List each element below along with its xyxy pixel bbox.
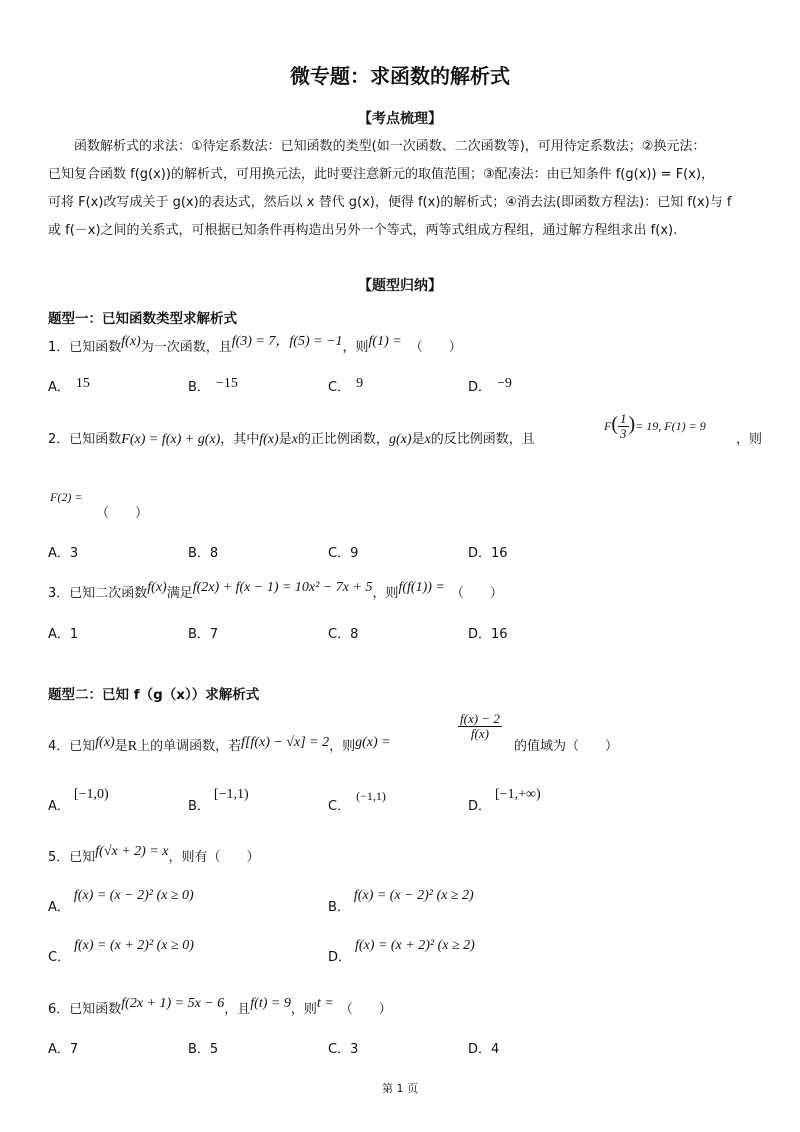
q5-option-a: A．f(x) = (x − 2)² (x ≥ 0) [48, 888, 194, 915]
section-heading-types: 【题型归纳】 [358, 278, 442, 294]
q5-option-c: C．f(x) = (x + 2)² (x ≥ 0) [48, 938, 194, 965]
q5-option-d: D．f(x) = (x + 2)² (x ≥ 2) [328, 938, 475, 965]
page-number: 第 1 页 [382, 1082, 418, 1095]
q6-option-d: D．4 [468, 1042, 500, 1057]
q6-condition: f(2x + 1) = 5x − 6 [121, 996, 225, 1011]
q6-option-a: A．7 [48, 1042, 79, 1057]
q3-option-d: D．16 [468, 627, 508, 642]
section-heading-review: 【考点梳理】 [358, 111, 442, 127]
q1-option-d: D． −9 [468, 376, 512, 395]
intro-paragraph [48, 133, 760, 245]
page-title: 微专题：求函数的解析式 [290, 64, 510, 88]
type-one-heading: 题型一：已知函数类型求解析式 [48, 311, 237, 327]
q1-text-c: ，则 [342, 340, 369, 355]
q4-option-b: B．[−1,1) [188, 787, 249, 814]
q1-condition: f(3) = 7，f(5) = −1 [231, 334, 343, 349]
q1-text-b: 为一次函数，且 [140, 340, 232, 355]
q6-option-c: C．3 [328, 1042, 359, 1057]
q4-option-a: A．[−1,0) [48, 787, 109, 814]
intro-line-2: 已知复合函数 f(g(x))的解析式，可用换元法，此时要注意新元的取值范围；③配凑法：由已知条件 f(g(x)) = F(x)， [48, 167, 715, 182]
q6-condition-2: f(t) = 9 [250, 996, 291, 1011]
type-two-heading: 题型二：已知 f（g（x））求解析式 [48, 687, 260, 703]
q2-option-c: C．9 [328, 546, 359, 561]
question-1 [48, 336, 462, 356]
q1-paren: （ ） [409, 340, 462, 355]
q3-option-c: C．8 [328, 627, 359, 642]
q4-range: 的值域为（ ） [514, 739, 619, 754]
q4-option-c: C．(−1,1) [328, 789, 386, 814]
q1-option-a: A． 15 [48, 376, 90, 395]
question-6: 6．已知函数f(2x + 1) = 5x − 6，且f(t) = 9，则t = （ ） [48, 996, 392, 1017]
q1-fx: f(x) [121, 334, 141, 349]
q5-condition: f(√x + 2) = x [95, 844, 169, 859]
q2-text-then: ，则 [736, 432, 763, 447]
q2-condition: F( $\frac{1}{3}$ )= 19, F(1) = 9 [604, 411, 706, 441]
q4-condition: f[f(x) − √x] = 2 [241, 735, 330, 750]
q1-option-b: B． −15 [188, 376, 238, 395]
q3-option-a: A．1 [48, 627, 79, 642]
intro-line-4: 或 f(－x)之间的关系式，可根据已知条件再构造出另外一个等式，两等式组成方程组，通过解方程组求出 f(x). [48, 223, 678, 238]
q5-option-b: B．f(x) = (x − 2)² (x ≥ 2) [328, 888, 474, 915]
q2-ask: F(2) = [50, 490, 83, 504]
q2-paren: （ ） [96, 506, 149, 521]
q2-option-b: B．8 [188, 546, 219, 561]
q3-option-b: B．7 [188, 627, 219, 642]
intro-line-3: 可将 F(x)改写成关于 g(x)的表达式，然后以 x 替代 g(x)，便得 f(x)的解析式；④消去法(即函数方程法)：已知 f(x)与 f [48, 195, 732, 210]
q4-option-d: D．[−1,+∞) [468, 787, 541, 814]
q1-text: 1．已知函数 [48, 340, 122, 355]
question-4: 4．已知f(x)是R上的单调函数，若f[f(x) − √x] = 2，则g(x) = [48, 735, 391, 754]
question-3: 3．已知二次函数f(x)满足f(2x) + f(x − 1) = 10x² − 7x + 5，则f(f(1)) = （ ） [48, 580, 503, 601]
q2-Fx-def: F(x) = f(x) + g(x) [121, 432, 221, 447]
q4-fraction: $\frac{f(x) - 2}{f(x)}$ [460, 711, 500, 741]
q3-ask: f(f(1)) = [398, 580, 445, 595]
q2-option-d: D．16 [468, 546, 508, 561]
q1-ask: f(1) = [368, 334, 402, 349]
intro-line-1: 函数解析式的求法：①待定系数法：已知函数的类型(如一次函数、二次函数等)，可用待定系数法；②换元法： [74, 139, 706, 154]
question-2: 2．已知函数F(x) = f(x) + g(x)，其中f(x)是x的正比例函数，g(x)是x的反比例函数，且 [48, 432, 535, 447]
q6-option-b: B．5 [188, 1042, 219, 1057]
q2-option-a: A．3 [48, 546, 79, 561]
question-5: 5．已知f(√x + 2) = x，则有（ ） [48, 844, 260, 865]
q3-condition: f(2x) + f(x − 1) = 10x² − 7x + 5 [192, 580, 373, 595]
q1-option-c: C． 9 [328, 376, 364, 395]
